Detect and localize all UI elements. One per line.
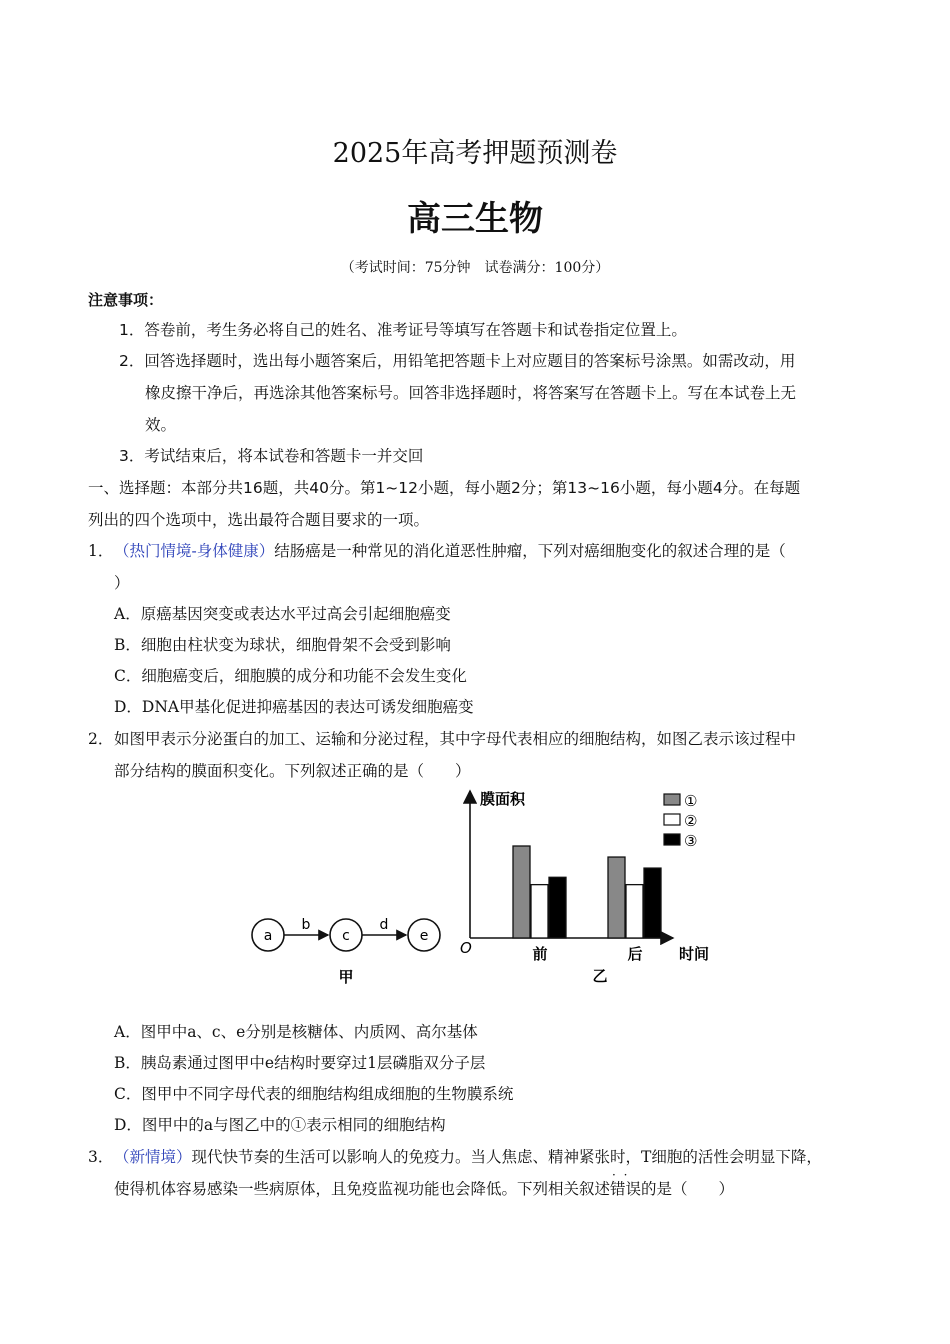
origin-label: O <box>460 939 472 957</box>
legend-swatch <box>664 794 680 805</box>
question-3-stem-line2 <box>114 1177 734 1199</box>
subject-title: 高三生物 <box>407 199 543 239</box>
figure-yi-caption: 乙 <box>592 967 608 985</box>
question-2-option-b: B．胰岛素通过图甲中e结构时要穿过1层磷脂双分子层 <box>114 1054 486 1072</box>
question-2-stem-line2: 部分结构的膜面积变化。下列叙述正确的是（ ） <box>114 762 471 780</box>
arrow-label-d: d <box>379 917 389 933</box>
question-text: 的是（ ） <box>641 1180 735 1198</box>
question-tag: （热门情境-身体健康） <box>114 542 275 560</box>
x-tick-label: 后 <box>627 945 643 963</box>
note-item-2-line3: 效。 <box>145 416 177 434</box>
legend-label: ② <box>684 812 698 830</box>
question-2-option-c: C．图甲中不同字母代表的细胞结构组成细胞的生物膜系统 <box>114 1085 514 1103</box>
question-1-stem-line2: ） <box>114 574 130 592</box>
question-text: 使得机体容易感染一些病原体，且免疫监视功能也会降低。下列相关叙述 <box>114 1180 611 1198</box>
question-1-option-c: C．细胞癌变后，细胞膜的成分和功能不会发生变化 <box>114 667 467 685</box>
x-axis-label: 时间 <box>679 945 710 963</box>
question-3-stem <box>88 1145 822 1167</box>
note-num: 1． <box>119 321 145 339</box>
question-1-option-a: A．原癌基因突变或表达水平过高会引起细胞癌变 <box>114 605 451 623</box>
legend-swatch <box>664 814 680 825</box>
section-heading-line1: 一、选择题：本部分共16题，共40分。第1~12小题，每小题2分；第13~16小题，每小题4分。在每题 <box>88 479 801 497</box>
figure-jia-caption: 甲 <box>338 968 354 986</box>
bar-0-0 <box>513 846 530 938</box>
figure-jia <box>240 905 450 990</box>
note-item-1 <box>119 318 687 340</box>
x-tick-label: 前 <box>532 945 548 963</box>
legend-label: ③ <box>684 832 698 850</box>
notes-heading: 注意事项： <box>88 291 164 309</box>
question-text: 结肠癌是一种常见的消化道恶性肿瘤，下列对癌细胞变化的叙述合理的是（ <box>274 542 786 560</box>
bar-1-0 <box>608 857 625 938</box>
note-num: 3． <box>119 447 145 465</box>
bar-1-2 <box>644 868 661 938</box>
exam-title: 2025年高考押题预测卷 <box>332 138 618 169</box>
exam-info: （考试时间：75分钟 试卷满分：100分） <box>340 260 610 276</box>
note-text: 考试结束后，将本试卷和答题卡一并交回 <box>144 447 424 465</box>
question-1-option-d: D．DNA甲基化促进抑癌基因的表达可诱发细胞癌变 <box>114 698 474 716</box>
question-number: 3． <box>88 1148 114 1166</box>
question-number: 2． <box>88 730 114 748</box>
arrow-label-b: b <box>301 917 311 933</box>
bar-0-2 <box>549 877 566 938</box>
y-axis-label: 膜面积 <box>480 790 526 808</box>
node-e <box>408 919 440 951</box>
node-c <box>330 919 362 951</box>
note-text: 回答选择题时，选出每小题答案后，用铅笔把答题卡上对应题目的答案标号涂黑。如需改动，用 <box>144 352 796 370</box>
bar-1-1 <box>626 885 643 938</box>
question-tag: （新情境） <box>114 1148 192 1166</box>
question-number: 1． <box>88 542 114 560</box>
node-c-label: c <box>342 928 350 944</box>
question-text: 现代快节奏的生活可以影响人的免疫力。当人焦虑、精神紧张时，T细胞的活性会明显下降， <box>191 1148 822 1166</box>
question-2-stem <box>88 727 796 749</box>
question-text: 如图甲表示分泌蛋白的加工、运输和分泌过程，其中字母代表相应的细胞结构，如图乙表示该过程中 <box>114 730 797 748</box>
note-text: 答卷前，考生务必将自己的姓名、准考证号等填写在答题卡和试卷指定位置上。 <box>144 321 687 339</box>
note-item-2-line2: 橡皮擦干净后，再选涂其他答案标号。回答非选择题时，将答案写在答题卡上。写在本试卷上无 <box>145 384 797 402</box>
question-1-stem <box>88 539 786 561</box>
note-item-2 <box>119 349 795 371</box>
question-2-option-a: A．图甲中a、c、e分别是核糖体、内质网、高尔基体 <box>114 1023 478 1041</box>
note-num: 2． <box>119 352 145 370</box>
figure-yi-chart <box>450 785 730 990</box>
legend-swatch <box>664 834 680 845</box>
node-e-label: e <box>419 928 429 944</box>
question-2-option-d: D．图甲中的a与图乙中的①表示相同的细胞结构 <box>114 1116 446 1134</box>
node-a <box>252 919 284 951</box>
node-a-label: a <box>263 928 273 944</box>
section-heading-line2: 列出的四个选项中，选出最符合题目要求的一项。 <box>88 511 430 529</box>
note-item-3 <box>119 444 423 466</box>
legend-label: ① <box>684 792 698 810</box>
question-1-option-b: B．细胞由柱状变为球状，细胞骨架不会受到影响 <box>114 636 451 654</box>
emphasis-word: · · 错误 <box>610 1180 641 1198</box>
bar-0-1 <box>531 885 548 938</box>
